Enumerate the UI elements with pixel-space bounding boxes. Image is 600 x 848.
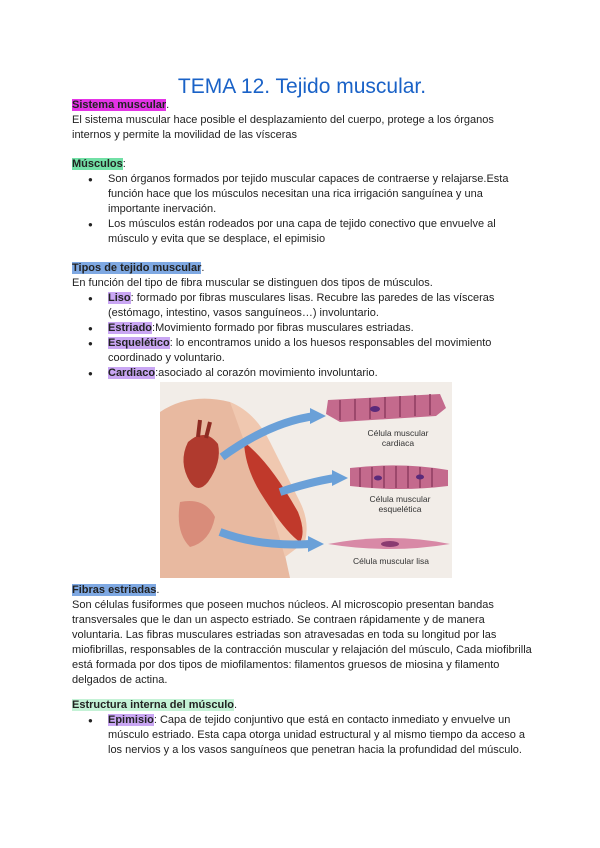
term-esqueletico: Esquelético [108, 337, 170, 349]
section-fibras-estriadas: Fibras estriadas. Son células fusiformes que poseen muchos núcleos. Al microscopio presentan bandas transversales que le dan un aspecto estriado. Se contraen rápidamente y de manera voluntaria. Las fibras musculares estriadas son atravesadas en toda su longitud por las miofibrillas, responsables de la contracción muscular y relajación del músculo, Cada miofibrilla está formada por dos tipos de miofilamentos: filamentos gruesos de miosina y filamento delgados de actina. [72, 584, 532, 686]
term-estriado: Estriado [108, 322, 153, 334]
musculos-list [72, 172, 532, 247]
label-cardiac-cell: Célula muscular cardiaca [367, 428, 429, 448]
list-item: ● Los músculos están rodeados por una capa de tejido conectivo que envuelve al músculo y evita que se desplace, el epimisio [72, 217, 532, 247]
heading-sistema-muscular: Sistema muscular [72, 99, 167, 111]
arrow-head-skeletal [332, 470, 348, 486]
section-tipos-tejido: Tipos de tejido muscular. En función del tipo de fibra muscular se distinguen dos tipos de músculos. ● Liso: formado por fibras musculares lisas. Recubre las paredes de las vísceras (estómago, intestino, vasos sanguíneos…) involuntario. ● Estriado:Movimiento formado por fibras musculares estriadas. ● Esquelético: lo encontramos unido a los huesos responsables del movimiento coordinado y voluntario. ● Cardiaco:asociado al corazón movimiento involuntario. [72, 261, 532, 381]
section-sistema-muscular: Sistema muscular. El sistema muscular hace posible el desplazamiento del cuerpo, protege a los órganos internos y permite la movilidad de las vísceras [72, 98, 532, 143]
section-estructura-interna: Estructura interna del músculo. ● Epimisio: Capa de tejido conjuntivo que está en contacto inmediato y envuelve un músculo estriado. Esta capa otorga unidad estructural y al mismo tiempo da acceso a los nervios y a los vasos sanguíneos que penetran hacia la profundidad del músculo. [72, 698, 532, 758]
label-skeletal-cell: Célula muscular esquelética [369, 494, 431, 514]
list-item: ● Estriado:Movimiento formado por fibras musculares estriadas. [72, 321, 532, 336]
arrow-head-cardiac [310, 408, 326, 424]
section-musculos: Músculos: ● Son órganos formados por tejido muscular capaces de contraerse y relajarse.Esta función hace que los músculos necesitan una rica irrigación sanguínea y una importante inervación. ● Los músculos están rodeados por una capa de tejido conectivo que envuelve al músculo y evita que se desplace, el epimisio [72, 157, 532, 247]
muscle-illustration-svg [160, 382, 452, 578]
list-item: ● Liso: formado por fibras musculares lisas. Recubre las paredes de las vísceras (estómago, intestino, vasos sanguíneos…) involuntario. [72, 291, 532, 321]
list-item: ● Epimisio: Capa de tejido conjuntivo que está en contacto inmediato y envuelve un músculo estriado. Esta capa otorga unidad estructural y al mismo tiempo da acceso a los nervios y a los vasos sanguíneos que penetran hacia la profundidad del músculo. [72, 713, 532, 758]
heading-fibras-estriadas: Fibras estriadas [72, 584, 157, 596]
term-epimisio: Epimisio [108, 714, 154, 726]
heading-musculos: Músculos [72, 158, 123, 170]
term-cardiaco: Cardiaco [108, 367, 156, 379]
muscle-types-illustration [160, 382, 452, 578]
label-smooth-cell: Célula muscular lisa [352, 556, 430, 566]
list-item: ● Son órganos formados por tejido muscular capaces de contraerse y relajarse.Esta función hace que los músculos necesitan una rica irrigación sanguínea y una importante inervación. [72, 172, 532, 217]
heading-tipos-tejido: Tipos de tejido muscular [72, 262, 202, 274]
sistema-muscular-text: El sistema muscular hace posible el desplazamiento del cuerpo, protege a los órganos internos y permite la movilidad de las vísceras [72, 114, 494, 141]
tipos-intro: En función del tipo de fibra muscular se distinguen dos tipos de músculos. [72, 277, 433, 289]
arrow-head-smooth [308, 536, 324, 552]
tipos-list [72, 291, 532, 381]
skeletal-cell [350, 465, 448, 489]
page-title: TEMA 12. Tejido muscular. [177, 75, 427, 98]
term-liso: Liso [108, 292, 131, 304]
smooth-cell [328, 538, 450, 549]
cardiac-cell [326, 394, 446, 422]
estructura-list [72, 713, 532, 758]
heading-estructura-interna: Estructura interna del músculo [72, 699, 234, 711]
fibras-text: Son células fusiformes que poseen muchos núcleos. Al microscopio presentan bandas transversales que le dan un aspecto estriado. Se contraen rápidamente y de manera voluntaria. Las fibras musculares estriadas son atravesadas en toda su longitud por las miofibrillas, responsables de la contracción muscular y relajación del músculo, Cada miofibrilla está formada por dos tipos de miofilamentos: filamentos gruesos de miosina y filamento delgados de actina. [72, 599, 532, 686]
list-item: ● Esquelético: lo encontramos unido a los huesos responsables del movimiento coordinado y voluntario. [72, 336, 532, 366]
list-item: ● Cardiaco:asociado al corazón movimiento involuntario. [72, 366, 532, 381]
